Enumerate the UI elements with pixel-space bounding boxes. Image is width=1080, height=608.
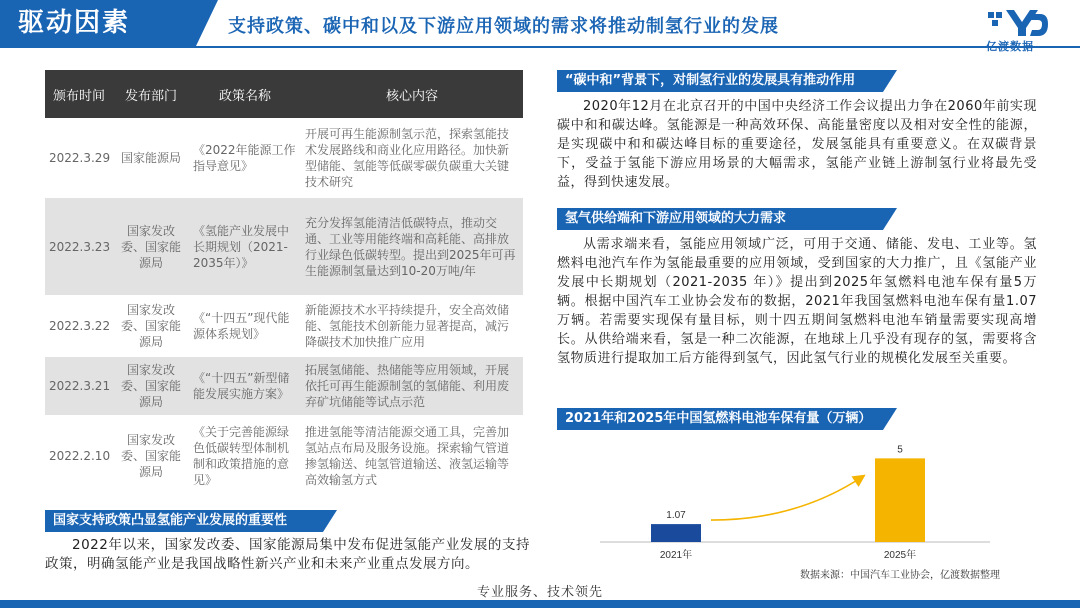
- page-headline: 支持政策、碳中和以及下游应用领域的需求将推动制氢行业的发展: [228, 16, 779, 37]
- cell-date: 2022.3.23: [45, 198, 113, 295]
- bar-2021年: [651, 524, 701, 542]
- footer-bar: [0, 600, 1080, 608]
- table-row: [45, 198, 523, 295]
- tag-arrow: [883, 208, 897, 230]
- cell-dept: 国家发改委、国家能源局: [113, 415, 189, 497]
- tag-arrow: [883, 408, 897, 430]
- chart-title: 2021年和2025年中国氢燃料电池车保有量（万辆）: [557, 408, 883, 430]
- table-header-row: [45, 70, 523, 118]
- left-section-text: 2022年以来，国家发改委、国家能源局集中发布促进氢能产业发展的支持政策，明确氢能产业是我国战略性新兴产业和未来产业重点发展方向。: [45, 537, 530, 572]
- cell-content: 拓展氢储能、热储能等应用领域，开展依托可再生能源制氢的氢储能、利用废弃矿坑储能等试点示范: [301, 357, 523, 415]
- data-label-2025年: 5: [897, 444, 903, 456]
- tag-arrow: [323, 510, 337, 532]
- right-section-2-tag: 氢气供给端和下游应用领域的大力需求: [557, 208, 883, 230]
- tick-label-2021年: 2021年: [659, 550, 693, 561]
- left-section-tag: 国家支持政策凸显氢能产业发展的重要性: [45, 510, 323, 532]
- cell-dept: 国家发改委、国家能源局: [113, 357, 189, 415]
- col-header-dept: 发布部门: [113, 70, 189, 118]
- cell-date: 2022.3.29: [45, 118, 113, 198]
- right-section-1-text: 2020年12月在北京召开的中国中央经济工作会议提出力争在2060年前实现碳中和和碳达峰。氢能源是一种高效环保、高能量密度以及相对安全性的能源，是实现碳中和和碳达峰目标的重要途径，发展氢能具有重要意义。在双碳背景下，受益于氢能下游应用场景的大幅需求，氢能产业链上游制氢行业将最先受益，得到快速发展。: [557, 99, 1037, 190]
- cell-policy-name: 《“十四五”新型储能发展实施方案》: [189, 357, 301, 415]
- cell-policy-name: 《“十四五”现代能源体系规划》: [189, 295, 301, 357]
- cell-date: 2022.3.22: [45, 295, 113, 357]
- table-row: [45, 415, 523, 497]
- logo-text: 亿渡数据: [986, 40, 1034, 53]
- col-header-content: 核心内容: [301, 70, 523, 118]
- col-header-date: 颁布时间: [45, 70, 113, 118]
- cell-policy-name: 《关于完善能源绿色低碳转型体制机制和政策措施的意见》: [189, 415, 301, 497]
- title-banner-tail: [196, 0, 218, 46]
- fuel-cell-vehicle-chart: [600, 436, 1030, 566]
- table-row: [45, 118, 523, 198]
- cell-date: 2022.2.10: [45, 415, 113, 497]
- cell-content: 新能源技术水平持续提升，安全高效储能、氢能技术创新能力显著提高，减污降碳技术加快推广应用: [301, 295, 523, 357]
- table-row: [45, 357, 523, 415]
- footer-slogan: 专业服务、技术领先: [476, 585, 603, 600]
- left-section-tag-wrap: [45, 510, 337, 532]
- tag-arrow: [883, 70, 897, 92]
- header-divider: [0, 46, 1080, 48]
- trend-arrow: [711, 476, 863, 520]
- chart-title-wrap: [557, 408, 897, 430]
- cell-dept: 国家发改委、国家能源局: [113, 295, 189, 357]
- data-label-2021年: 1.07: [666, 510, 686, 522]
- cell-content: 推进氢能等清洁能源交通工具，完善加氢站点布局及服务设施。探索输气管道掺氢输送、纯氢管道输送、液氢运输等高效输氢方式: [301, 415, 523, 497]
- right-section-1-tag-wrap: [557, 70, 897, 92]
- col-header-name: 政策名称: [189, 70, 301, 118]
- cell-policy-name: 《氢能产业发展中长期规划（2021-2035年）》: [189, 198, 301, 295]
- right-section-2-tag-wrap: [557, 208, 897, 230]
- bar-2025年: [875, 458, 925, 542]
- cell-content: 开展可再生能源制氢示范，探索氢能技术发展路线和商业化应用路径。加快新型储能、氢能等低碳零碳负碳重大关键技术研究: [301, 118, 523, 198]
- cell-content: 充分发挥氢能清洁低碳特点，推动交通、工业等用能终端和高耗能、高排放行业绿色低碳转型。提出到2025年可再生能源制氢量达到10-20万吨/年: [301, 198, 523, 295]
- policy-table: [45, 70, 523, 497]
- cell-dept: 国家能源局: [113, 118, 189, 198]
- section-title: 驱动因素: [18, 8, 131, 38]
- cell-dept: 国家发改委、国家能源局: [113, 198, 189, 295]
- table-row: [45, 295, 523, 357]
- cell-date: 2022.3.21: [45, 357, 113, 415]
- data-source: 数据来源：中国汽车工业协会，亿渡数据整理: [800, 570, 1000, 581]
- cell-policy-name: 《2022年能源工作指导意见》: [189, 118, 301, 198]
- right-section-2-text: 从需求端来看，氢能应用领域广泛，可用于交通、储能、发电、工业等。氢燃料电池汽车作为氢能最重要的应用领域，受到国家的大力推广，且《氢能产业发展中长期规划（2021-2035 年）》提出到2025年氢燃料电池车保有量5万辆。根据中国汽车工业协会发布的数据，2021年我国氢燃料电池车保有量1.07万辆。若需要实现保有量目标，则十四五期间氢燃料电池车销量需要实现高增长。从供给端来看，氢是一种二次能源，在地球上几乎没有现存的氢，需要将含氢物质进行提取加工后方能得到氢气，因此氢气行业的规模化发展至关重要。: [557, 237, 1037, 366]
- right-section-1-tag: “碳中和”背景下，对制氢行业的发展具有推动作用: [557, 70, 883, 92]
- tick-label-2025年: 2025年: [883, 550, 917, 561]
